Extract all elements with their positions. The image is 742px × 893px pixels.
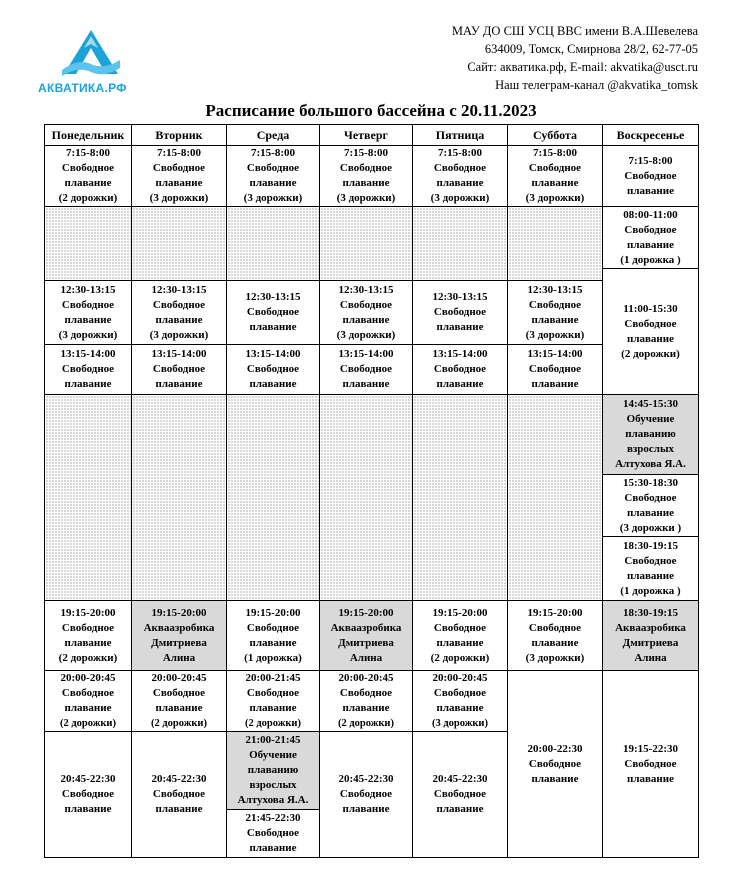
cell-text: плавание <box>436 803 484 815</box>
cell-text: Дмитриева <box>151 636 207 649</box>
cell-text: Дмитриева <box>338 636 394 649</box>
schedule-cell <box>45 345 132 395</box>
cell-text: плавание <box>249 842 297 854</box>
schedule-cell <box>132 146 227 207</box>
cell-text: плавание <box>531 772 579 785</box>
cell-text: плавание <box>64 636 112 649</box>
cell-text: 7:15-8:00 <box>533 147 577 159</box>
cell-text: плавание <box>249 378 297 390</box>
cell-text: Свободное <box>339 363 393 375</box>
schedule-cell <box>132 345 227 395</box>
cell-text: плавание <box>531 177 579 189</box>
cell-text: 21:00-21:45 <box>245 734 301 746</box>
cell-text: (1 дорожка) <box>244 651 302 664</box>
cell-text: 12:30-13:15 <box>60 283 116 296</box>
cell-text: Свободное <box>433 162 487 174</box>
cell-text: Свободное <box>433 788 487 800</box>
cell-text: Алина <box>634 651 667 664</box>
cell-text: 13:15-14:00 <box>338 348 394 360</box>
cell-text: Алтухова Я.А. <box>615 458 686 470</box>
cell-text: 20:00-20:45 <box>60 672 116 684</box>
cell-text: 19:15-20:00 <box>527 606 583 619</box>
org-telegram: Наш телеграм-канал @akvatika_tomsk <box>495 78 698 92</box>
cell-text: 19:15-20:00 <box>60 606 116 619</box>
cell-text: 20:45-22:30 <box>432 773 488 785</box>
cell-text: (2 дорожки) <box>245 718 301 729</box>
cell-text: 13:15-14:00 <box>245 348 301 360</box>
cell-text: плавание <box>64 702 112 714</box>
cell-text: 20:00-20:45 <box>338 672 394 684</box>
schedule-cell <box>132 732 227 858</box>
schedule-cell <box>413 146 508 207</box>
cell-text: (3 дорожки) <box>430 192 490 204</box>
cell-text: 11:00-15:30 <box>623 302 678 315</box>
cell-text: Свободное <box>624 317 677 330</box>
schedule-table <box>44 124 699 858</box>
schedule-cell <box>45 281 132 345</box>
schedule-cell <box>413 601 508 671</box>
schedule-cell <box>320 671 413 732</box>
cell-text: 20:00-20:45 <box>151 672 207 684</box>
closed-cell <box>413 395 508 601</box>
cell-text: (3 дорожки) <box>149 192 209 204</box>
schedule-cell <box>227 281 320 345</box>
cell-text: плавание <box>531 378 579 390</box>
schedule-cell <box>508 345 603 395</box>
day-header: Пятница <box>413 125 508 146</box>
schedule-cell <box>227 146 320 207</box>
cell-text: плавание <box>626 506 674 519</box>
cell-text: Свободное <box>61 363 115 375</box>
cell-text: (3 дорожки) <box>58 328 118 341</box>
cell-text: Свободное <box>528 363 582 375</box>
cell-text: 20:00-20:45 <box>432 672 488 684</box>
cell-text: (2 дорожки) <box>58 651 118 664</box>
cell-text: плавание <box>64 177 112 189</box>
cell-text: Акваазробика <box>143 621 215 634</box>
schedule-cell <box>508 601 603 671</box>
cell-text: 7:15-8:00 <box>344 147 388 159</box>
schedule-cell <box>320 281 413 345</box>
cell-text: Алина <box>349 651 383 664</box>
cell-text: Обучение <box>626 413 675 425</box>
cell-text: Свободное <box>339 687 393 699</box>
cell-text: Свободное <box>152 788 206 800</box>
day-header: Воскресенье <box>603 125 699 146</box>
schedule-cell <box>603 601 699 671</box>
cell-text: плавание <box>155 378 203 390</box>
cell-text: Свободное <box>339 788 393 800</box>
cell-text: (2 дорожки) <box>58 192 118 204</box>
cell-text: Свободное <box>339 298 393 311</box>
schedule-cell <box>413 281 508 345</box>
cell-text: 12:30-13:15 <box>151 283 207 296</box>
cell-text: плавание <box>249 177 297 189</box>
cell-text: плавание <box>155 177 203 189</box>
closed-cell <box>508 207 603 281</box>
schedule-cell <box>227 732 320 810</box>
closed-cell <box>227 207 320 281</box>
cell-text: (3 дорожки) <box>525 328 585 341</box>
cell-text: Свободное <box>528 757 582 770</box>
cell-text: плавание <box>342 313 390 326</box>
cell-text: (2 дорожки) <box>60 718 116 729</box>
cell-text: 19:15-20:00 <box>338 606 394 619</box>
cell-text: 13:15-14:00 <box>527 348 583 360</box>
cell-text: Свободное <box>433 621 487 634</box>
cell-text: 20:00-22:30 <box>527 742 583 755</box>
cell-text: 13:15-14:00 <box>60 348 116 360</box>
cell-text: плавание <box>531 636 579 649</box>
cell-text: плавание <box>64 313 112 326</box>
cell-text: (3 дорожки) <box>432 718 488 729</box>
cell-text: (3 дорожки) <box>243 192 303 204</box>
day-header: Среда <box>227 125 320 146</box>
cell-text: (2 дорожки) <box>338 718 394 729</box>
cell-text: Свободное <box>624 554 677 567</box>
cell-text: 12:30-13:15 <box>432 291 488 303</box>
cell-text: 20:00-21:45 <box>245 672 301 684</box>
schedule-cell <box>227 345 320 395</box>
schedule-cell <box>508 671 603 858</box>
cell-text: Свободное <box>246 306 300 318</box>
cell-text: (3 дорожки) <box>525 192 585 204</box>
cell-text: плавание <box>436 636 484 649</box>
schedule-cell <box>320 732 413 858</box>
closed-cell <box>320 395 413 601</box>
cell-text: (1 дорожка ) <box>620 253 681 266</box>
cell-text: плавание <box>249 636 297 649</box>
schedule-cell <box>603 671 699 858</box>
cell-text: 7:15-8:00 <box>628 154 673 167</box>
schedule-cell <box>508 146 603 207</box>
cell-text: плавание <box>64 803 112 815</box>
cell-text: (3 дорожки) <box>336 192 396 204</box>
schedule-cell <box>603 475 699 537</box>
closed-cell <box>413 207 508 281</box>
schedule-cell <box>413 671 508 732</box>
cell-text: Свободное <box>339 162 393 174</box>
cell-text: 7:15-8:00 <box>157 147 201 159</box>
cell-text: плавание <box>436 702 484 714</box>
cell-text: Свободное <box>61 788 115 800</box>
schedule-cell <box>227 810 320 858</box>
org-name: МАУ ДО СШ УСЦ ВВС имени В.А.Шевелева <box>451 24 698 38</box>
cell-text: Алина <box>162 651 196 664</box>
cell-text: плавание <box>342 803 390 815</box>
day-header: Четверг <box>320 125 413 146</box>
closed-cell <box>132 395 227 601</box>
cell-text: 08:00-11:00 <box>623 208 678 221</box>
schedule-cell <box>413 345 508 395</box>
cell-text: взрослых <box>626 443 675 455</box>
schedule-cell <box>603 269 699 395</box>
cell-text: 7:15-8:00 <box>66 147 110 159</box>
cell-text: (3 дорожки) <box>336 328 396 341</box>
cell-text: 20:45-22:30 <box>338 773 394 785</box>
cell-text: 12:30-13:15 <box>245 291 301 303</box>
cell-text: плавание <box>249 321 297 333</box>
cell-text: 19:15-22:30 <box>623 742 678 755</box>
cell-text: Свободное <box>528 621 582 634</box>
cell-text: Дмитриева <box>622 636 679 649</box>
cell-text: 15:30-18:30 <box>623 476 678 489</box>
day-header: Суббота <box>508 125 603 146</box>
closed-cell <box>45 395 132 601</box>
cell-text: Свободное <box>61 298 115 311</box>
cell-text: Свободное <box>246 621 300 634</box>
cell-text: 12:30-13:15 <box>338 283 394 296</box>
schedule-cell <box>227 601 320 671</box>
day-header-row <box>45 125 699 146</box>
cell-text: плаванию <box>625 428 676 440</box>
cell-text: Свободное <box>528 162 582 174</box>
cell-text: плаванию <box>247 764 299 776</box>
day-header: Понедельник <box>45 125 132 146</box>
cell-text: Свободное <box>246 687 300 699</box>
cell-text: плавание <box>436 378 484 390</box>
day-header: Вторник <box>132 125 227 146</box>
cell-text: Свободное <box>246 363 300 375</box>
cell-text: (2 дорожки) <box>621 347 680 360</box>
cell-text: 21:45-22:30 <box>245 812 301 824</box>
cell-text: 19:15-20:00 <box>432 606 488 619</box>
cell-text: плавание <box>342 177 390 189</box>
cell-text: плавание <box>531 313 579 326</box>
cell-text: плавание <box>626 184 674 197</box>
cell-text: 18:30-19:15 <box>623 606 678 619</box>
cell-text: 13:15-14:00 <box>432 348 488 360</box>
closed-cell <box>45 207 132 281</box>
cell-text: (2 дорожки) <box>430 651 490 664</box>
cell-text: 18:30-19:15 <box>623 539 678 552</box>
org-header <box>452 22 698 94</box>
cell-text: Свободное <box>61 621 115 634</box>
cell-text: Свободное <box>624 223 677 236</box>
page-title: Расписание большого бассейна с 20.11.2023 <box>205 101 537 120</box>
schedule-cell <box>320 601 413 671</box>
cell-text: плавание <box>155 702 203 714</box>
cell-text: 19:15-20:00 <box>245 606 301 619</box>
cell-text: Свободное <box>61 687 115 699</box>
cell-text: 14:45-15:30 <box>623 398 678 410</box>
cell-text: Свободное <box>152 687 206 699</box>
schedule-cell <box>603 537 699 601</box>
cell-text: плавание <box>155 313 203 326</box>
org-address: 634009, Томск, Смирнова 28/2, 62-77-05 <box>484 42 698 56</box>
closed-cell <box>132 207 227 281</box>
cell-text: Свободное <box>528 298 582 311</box>
cell-text: Акваазробика <box>330 621 402 634</box>
cell-text: плавание <box>626 332 674 345</box>
cell-text: (3 дорожки) <box>525 651 585 664</box>
cell-text: плавание <box>436 321 484 333</box>
schedule-cell <box>45 146 132 207</box>
cell-text: плавание <box>342 378 390 390</box>
cell-text: 19:15-20:00 <box>151 606 207 619</box>
cell-text: взрослых <box>249 779 297 791</box>
cell-text: 20:45-22:30 <box>151 773 207 785</box>
cell-text: Свободное <box>152 363 206 375</box>
closed-cell <box>320 207 413 281</box>
cell-text: Акваазробика <box>615 621 686 634</box>
cell-text: Свободное <box>624 491 677 504</box>
schedule-cell <box>320 345 413 395</box>
closed-cell <box>508 395 603 601</box>
cell-text: Свободное <box>246 162 300 174</box>
cell-text: Свободное <box>433 687 487 699</box>
schedule-cell <box>132 671 227 732</box>
schedule-cell <box>45 732 132 858</box>
schedule-cell <box>45 601 132 671</box>
akvatika-logo <box>36 28 146 98</box>
schedule-cell <box>45 671 132 732</box>
cell-text: плавание <box>64 378 112 390</box>
cell-text: плавание <box>626 238 674 251</box>
schedule-cell <box>603 146 699 207</box>
org-site: Сайт: акватика.рф, E-mail: akvatika@usct.ru <box>467 60 698 74</box>
cell-text: 7:15-8:00 <box>438 147 482 159</box>
schedule-cell <box>603 395 699 475</box>
cell-text: Свободное <box>152 162 206 174</box>
cell-text: 20:45-22:30 <box>60 773 116 785</box>
cell-text: Свободное <box>61 162 115 174</box>
cell-text: (1 дорожка ) <box>620 584 681 597</box>
schedule-cell <box>320 146 413 207</box>
cell-text: Свободное <box>152 298 206 311</box>
schedule-cell <box>132 601 227 671</box>
cell-text: Свободное <box>624 169 677 182</box>
cell-text: 13:15-14:00 <box>151 348 207 360</box>
cell-text: плавание <box>626 772 674 785</box>
cell-text: (3 дорожки) <box>149 328 209 341</box>
cell-text: плавание <box>249 702 297 714</box>
cell-text: плавание <box>436 177 484 189</box>
cell-text: плавание <box>155 803 203 815</box>
schedule-cell <box>132 281 227 345</box>
cell-text: 12:30-13:15 <box>527 283 583 296</box>
cell-text: плавание <box>342 702 390 714</box>
cell-text: Обучение <box>249 749 297 761</box>
cell-text: Свободное <box>624 757 677 770</box>
schedule-cell <box>508 281 603 345</box>
logo-text: АКВАТИКА.РФ <box>38 81 127 95</box>
cell-text: 7:15-8:00 <box>251 147 295 159</box>
cell-text: Свободное <box>246 827 300 839</box>
cell-text: (2 дорожки) <box>151 718 207 729</box>
cell-text: Свободное <box>433 363 487 375</box>
cell-text: Алтухова Я.А. <box>237 794 309 806</box>
wave-logo-icon <box>58 28 124 80</box>
cell-text: Свободное <box>433 306 487 318</box>
schedule-cell <box>413 732 508 858</box>
cell-text: плавание <box>626 569 674 582</box>
cell-text: (3 дорожки ) <box>619 521 682 534</box>
schedule-cell <box>227 671 320 732</box>
closed-cell <box>227 395 320 601</box>
schedule-cell <box>603 207 699 269</box>
